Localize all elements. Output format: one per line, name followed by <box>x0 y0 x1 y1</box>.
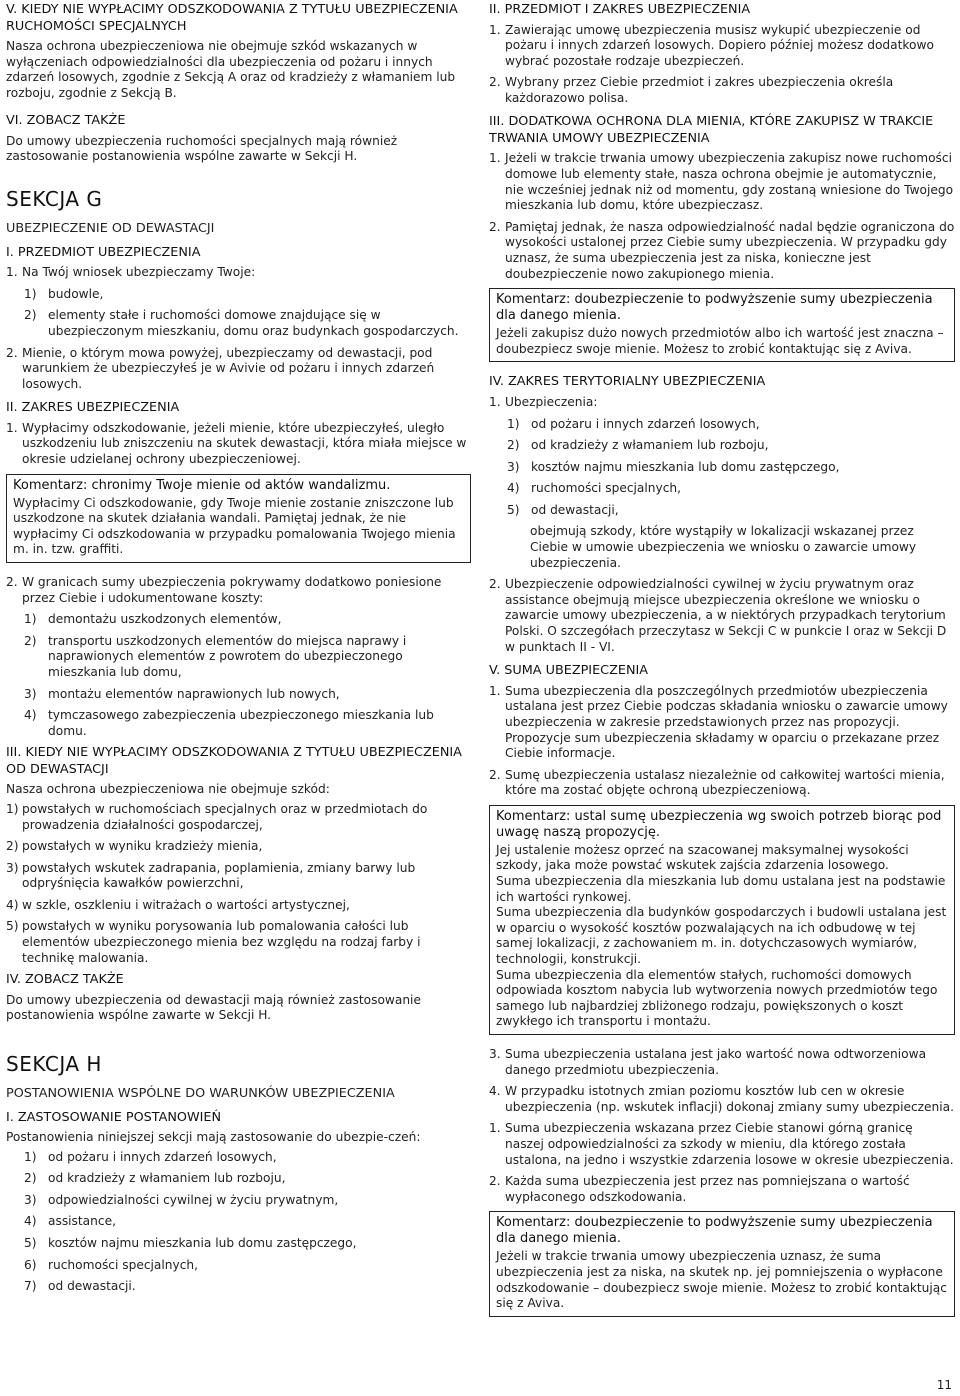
item-text: transportu uszkodzonych elementów do miejsca naprawy i naprawionych elementów z powrotem do ubezpieczonego mieszkania lub domu, <box>48 633 407 679</box>
item-number: 1) <box>6 801 19 816</box>
sub-list-item <box>6 612 471 628</box>
item-number: 4. <box>489 1084 501 1099</box>
list-item <box>6 421 471 468</box>
comment-box <box>6 474 471 563</box>
sub-list-item <box>489 460 955 476</box>
item-text: Suma ubezpieczenia ustalana jest jako wartość nowa odtworzeniowa danego przedmiotu ubezpieczenia. <box>505 1047 927 1077</box>
left-column <box>6 2 471 1301</box>
sub-list-item <box>6 1236 471 1252</box>
item-number: 5) <box>6 919 19 934</box>
item-text: Wybrany przez Ciebie przedmiot i zakres ubezpieczenia określa każdorazowo polisa. <box>505 75 894 105</box>
page-number: 11 <box>936 1378 952 1392</box>
item-text: ruchomości specjalnych, <box>48 1257 199 1272</box>
item-text: kosztów najmu mieszkania lub domu zastępczego, <box>48 1236 357 1250</box>
item-number: 1. <box>489 1121 501 1136</box>
sub-list-item <box>6 687 471 703</box>
section-heading: II. PRZEDMIOT I ZAKRES UBEZPIECZENIA <box>489 2 751 17</box>
item-number: 1) <box>507 416 520 431</box>
item-text: od kradzieży z włamaniem lub rozboju, <box>48 1171 286 1186</box>
section-heading: I. ZASTOSOWANIE POSTANOWIEŃ <box>6 1109 222 1125</box>
item-number: 1. <box>489 22 501 37</box>
item-text: ruchomości specjalnych, <box>531 481 682 496</box>
list-item <box>6 265 471 281</box>
item-number: 1) <box>24 1149 37 1164</box>
sub-list-item <box>6 1279 471 1295</box>
list-item <box>489 75 955 106</box>
item-text: powstałych w wyniku kradzieży mienia, <box>22 839 263 854</box>
item-number: 3) <box>24 1192 37 1207</box>
list-item <box>6 919 471 966</box>
list-item <box>6 861 471 892</box>
item-number: 2) <box>24 308 37 323</box>
sub-list-item <box>489 503 955 519</box>
sub-list-item <box>6 1150 471 1166</box>
item-text: tymczasowego zabezpieczenia ubezpieczonego mieszkania lub domu. <box>48 708 434 738</box>
item-number: 1) <box>24 612 37 627</box>
item-number: 2) <box>6 839 19 854</box>
item-number: 2. <box>6 574 18 589</box>
sub-list-item <box>6 1214 471 1230</box>
item-number: 1. <box>6 265 18 280</box>
item-number: 2. <box>489 767 501 782</box>
section-title: SEKCJA H <box>6 1051 102 1076</box>
item-number: 6) <box>24 1257 37 1272</box>
item-text: Wypłacimy odszkodowanie, jeżeli mienie, które ubezpieczyłeś, uległo uszkodzeniu lub zniszczeniu na skutek dewastacji, która miała miejsce w okresie udzielanej ochrony ubezpieczeniowej. <box>22 420 467 466</box>
list-item <box>6 802 471 833</box>
comment-box <box>489 288 955 362</box>
item-text: od pożaru i innych zdarzeń losowych, <box>531 416 760 431</box>
item-text: Na Twój wniosek ubezpieczamy Twoje: <box>22 265 256 280</box>
list-item <box>6 839 471 855</box>
sub-list-item <box>6 1258 471 1274</box>
section-heading: III. DODATKOWA OCHRONA DLA MIENIA, KTÓRE ZAKUPISZ W TRAKCIE TRWANIA UMOWY UBEZPIECZENIA <box>489 114 934 146</box>
section-heading: V. KIEDY NIE WYPŁACIMY ODSZKODOWANIA Z TYTUŁU UBEZPIECZENIA RUCHOMOŚCI SPECJALNYCH <box>6 2 458 34</box>
item-text: assistance, <box>48 1214 116 1229</box>
item-text: budowle, <box>48 286 104 301</box>
item-text: Pamiętaj jednak, że nasza odpowiedzialność nadal będzie ograniczona do wysokości ustalonej przez Ciebie sumy ubezpieczenia. W przypadku gdy uznasz, że suma ubezpieczenia jest za niska, konieczne jest doubezpieczenie nowo zakupionego mienia. <box>505 219 955 281</box>
comment-heading: Komentarz: ustal sumę ubezpieczenia wg swoich potrzeb biorąc pod uwagę naszą propozycję. <box>496 808 942 840</box>
item-number: 2) <box>507 438 520 453</box>
item-number: 1. <box>489 151 501 166</box>
section-heading: IV. ZOBACZ TAKŻE <box>6 972 124 988</box>
list-item <box>489 684 955 762</box>
item-text: od dewastacji, <box>531 502 619 517</box>
sub-list-item <box>6 708 471 739</box>
comment-box <box>489 805 955 1035</box>
paragraph: Postanowienia niniejszej sekcji mają zastosowanie do ubezpie-czeń: <box>6 1130 421 1145</box>
item-number: 2. <box>6 345 18 360</box>
item-number: 1) <box>24 286 37 301</box>
item-text: w szkle, oszkleniu i witrażach o wartości artystycznej, <box>22 897 350 912</box>
list-item <box>489 1121 955 1168</box>
paragraph: Nasza ochrona ubezpieczeniowa nie obejmuje szkód: <box>6 782 330 797</box>
item-number: 1. <box>489 394 501 409</box>
item-text: Zawierając umowę ubezpieczenia musisz wykupić ubezpieczenie od pożaru i innych zdarzeń losowych. Dopiero później możesz dodatkowo wybrać pozostałe rodzaje ubezpieczeń. <box>505 22 934 68</box>
item-number: 2. <box>489 1174 501 1189</box>
list-item <box>6 898 471 914</box>
sub-list-item <box>6 634 471 681</box>
item-text: W granicach sumy ubezpieczenia pokrywamy dodatkowo poniesione przez Ciebie i udokumentowane koszty: <box>22 574 442 605</box>
list-continuation: obejmują szkody, które wystąpiły w lokalizacji wskazanej przez Ciebie w umowie ubezpieczenia we wniosku o zawarcie umowy ubezpieczenia. <box>530 524 917 570</box>
item-number: 2) <box>24 633 37 648</box>
item-number: 3. <box>489 1047 501 1061</box>
item-text: Sumę ubezpieczenia ustalasz niezależnie od całkowitej wartości mienia, które ma zostać objęte ochroną ubezpieczeniową. <box>505 767 945 798</box>
paragraph: Nasza ochrona ubezpieczeniowa nie obejmuje szkód wskazanych w wyłączeniach odpowiedzialności dla ubezpieczenia od pożaru i innych zdarzeń losowych, zgodnie z Sekcją A oraz od kradzieży z włamaniem lub rozboju, zgodnie z Sekcją B. <box>6 39 456 100</box>
comment-text: Jeżeli zakupisz dużo nowych przedmiotów albo ich wartość jest znaczna – doubezpiecz swoje mienie. Możesz to zrobić kontaktując się z Aviva. <box>496 326 944 356</box>
item-text: Suma ubezpieczenia dla poszczególnych przedmiotów ubezpieczenia ustalana jest przez Ciebie podczas składania wniosku o zawarcie umowy ubezpieczenia w zakresie przedstawionych przez nas propozycji. Propozycje sum ubezpieczenia składamy w oparciu o przekazane przez Ciebie informacje. <box>505 683 948 761</box>
item-text: Mienie, o którym mowa powyżej, ubezpieczamy od dewastacji, pod warunkiem że ubezpieczyłeś je w Avivie od pożaru i innych zdarzeń losowych. <box>22 345 435 391</box>
list-item <box>489 1174 955 1205</box>
list-item <box>489 151 955 213</box>
list-item <box>489 220 955 282</box>
comment-text: Suma ubezpieczenia dla mieszkania lub domu ustalana jest na podstawie ich wartości rynkowej. <box>496 874 946 904</box>
item-number: 2. <box>489 75 501 90</box>
comment-box <box>489 1211 955 1316</box>
section-title: SEKCJA G <box>6 187 103 212</box>
item-text: od kradzieży z włamaniem lub rozboju, <box>531 438 769 453</box>
paragraph: Do umowy ubezpieczenia ruchomości specjalnych mają również zastosowanie postanowienia wspólne zawarte w Sekcji H. <box>6 133 398 164</box>
comment-text: Wypłacimy Ci odszkodowanie, gdy Twoje mienie zostanie zniszczone lub uszkodzone na skutek działania wandali. Pamiętaj jednak, że nie wypłacimy Ci odszkodowania w przypadku pomalowania Twojego mienia m. in. tzw. graffiti. <box>13 495 456 557</box>
item-text: powstałych w wyniku porysowania lub pomalowania całości lub elementów ubezpieczonego mienia bez względu na rodzaj farby i technikę malowania. <box>22 919 421 965</box>
list-item <box>489 577 955 655</box>
territory-list <box>489 417 955 519</box>
item-text: demontażu uszkodzonych elementów, <box>48 612 282 627</box>
section-heading: III. KIEDY NIE WYPŁACIMY ODSZKODOWANIA Z TYTUŁU UBEZPIECZENIA OD DEWASTACJI <box>6 745 462 777</box>
comment-text: Suma ubezpieczenia dla budynków gospodarczych i budowli ustalana jest w oparciu o wysokość kosztów pozwalających na ich odbudowę w tej samej lokalizacji, z zachowaniem m. in. dotychczasowych wymiarów, technologii, konstrukcji. <box>496 905 947 967</box>
section-heading: VI. ZOBACZ TAKŻE <box>6 113 126 129</box>
sub-list-item <box>6 1171 471 1187</box>
item-text: W przypadku istotnych zmian poziomu kosztów lub cen w okresie ubezpieczenia (np. wskutek inflacji) dokonaj zmiany sumy ubezpieczenia. <box>505 1084 954 1114</box>
sub-list-item <box>6 1193 471 1209</box>
item-number: 2. <box>489 577 501 592</box>
section-heading: II. ZAKRES UBEZPIECZENIA <box>6 400 180 416</box>
comment-heading: Komentarz: doubezpieczenie to podwyższenie sumy ubezpieczenia dla danego mienia. <box>496 292 933 324</box>
list-item <box>6 346 471 393</box>
list-item <box>489 1047 955 1078</box>
item-number: 4) <box>507 481 520 496</box>
item-number: 5) <box>507 502 520 517</box>
item-number: 7) <box>24 1279 37 1294</box>
item-number: 2) <box>24 1171 37 1186</box>
sub-list-item <box>489 481 955 497</box>
sub-list-item <box>489 438 955 454</box>
paragraph: Do umowy ubezpieczenia od dewastacji mają również zastosowanie postanowienia wspólne zawarte w Sekcji H. <box>6 992 421 1023</box>
section-heading: IV. ZAKRES TERYTORIALNY UBEZPIECZENIA <box>489 374 766 390</box>
comment-heading: Komentarz: doubezpieczenie to podwyższenie sumy ubezpieczenia dla danego mienia. <box>496 1215 933 1247</box>
item-text: od pożaru i innych zdarzeń losowych, <box>48 1149 277 1164</box>
comment-text: Jeżeli w trakcie trwania umowy ubezpieczenia uznasz, że suma ubezpieczenia jest za niska, na skutek np. jej pomniejszenia o wypłacone odszkodowanie – doubezpiecz swoje mienie. Możesz to zrobić kontaktując się z Aviva. <box>496 1249 947 1311</box>
item-number: 2. <box>489 219 501 234</box>
item-text: powstałych wskutek zadrapania, poplamienia, zmiany barwy lub odpryśnięcia kawałków powierzchni, <box>22 860 416 891</box>
item-text: kosztów najmu mieszkania lub domu zastępczego, <box>531 459 840 474</box>
item-text: powstałych w ruchomościach specjalnych oraz w przedmiotach do prowadzenia działalności gospodarczej, <box>22 801 428 832</box>
item-text: odpowiedzialności cywilnej w życiu prywatnym, <box>48 1192 339 1207</box>
comment-text: Suma ubezpieczenia dla elementów stałych, ruchomości domowych odpowiada kosztom nabycia lub wytworzenia nowych przedmiotów tego samego lub najbardziej zbliżonego rodzaju, powiększonych o koszt zwykłego ich transportu i montażu. <box>496 967 938 1029</box>
item-text: Suma ubezpieczenia wskazana przez Ciebie stanowi górną granicę naszej odpowiedzialności za szkody w mieniu, dla którego została ustalona, na jedno i wszystkie zdarzenia losowe w okresie ubezpieczenia. <box>505 1121 954 1167</box>
item-text: Ubezpieczenie odpowiedzialności cywilnej w życiu prywatnym oraz assistance obejmują miejsce ubezpieczenia określone we wniosku o zawarcie umowy ubezpieczenia, a w niektórych przypadkach terytorium Polski. O szczegółach przeczytasz w Sekcji C w punkcie I oraz w Sekcji D w punktach II - VI. <box>505 577 947 654</box>
item-number: 3) <box>507 459 520 474</box>
section-heading: I. PRZEDMIOT UBEZPIECZENIA <box>6 244 201 260</box>
item-number: 1. <box>489 683 501 698</box>
item-number: 3) <box>24 686 37 701</box>
item-text: od dewastacji. <box>48 1279 136 1294</box>
sub-list-item <box>6 308 471 339</box>
item-number: 3) <box>6 860 19 875</box>
item-text: Ubezpieczenia: <box>505 394 598 409</box>
section-subtitle: POSTANOWIENIA WSPÓLNE DO WARUNKÓW UBEZPIECZENIA <box>6 1085 395 1101</box>
item-text: Jeżeli w trakcie trwania umowy ubezpieczenia zakupisz nowe ruchomości domowe lub elementy stałe, nasza ochrona obejmie je automatycznie, nie wcześniej jednak niż od momentu, gdy zostaną wniesione do Twojego mieszkania lub domu, które ubezpieczasz. <box>505 151 954 213</box>
item-text: Każda suma ubezpieczenia jest przez nas pomniejszana o wartość wypłaconego odszkodowania. <box>505 1174 910 1204</box>
item-number: 4) <box>24 1214 37 1229</box>
item-text: montażu elementów naprawionych lub nowych, <box>48 686 340 701</box>
list-item <box>489 395 955 411</box>
section-subtitle: UBEZPIECZENIE OD DEWASTACJI <box>6 221 215 237</box>
item-number: 4) <box>6 897 19 912</box>
right-column <box>489 2 955 1329</box>
list-item <box>6 575 471 606</box>
comment-heading: Komentarz: chronimy Twoje mienie od aktów wandalizmu. <box>13 477 391 493</box>
sub-list-item <box>6 287 471 303</box>
application-list <box>6 1150 471 1295</box>
comment-text: Jej ustalenie możesz oprzeć na szacowanej maksymalnej wysokości szkody, jaka może powstać wskutek zajścia zdarzenia losowego. <box>496 842 909 873</box>
item-text: elementy stałe i ruchomości domowe znajdujące się w ubezpieczonym mieszkaniu, domu oraz budynkach gospodarczych. <box>48 308 459 338</box>
list-item <box>489 1084 955 1115</box>
list-item <box>489 768 955 799</box>
sub-list-item <box>489 417 955 433</box>
section-heading: V. SUMA UBEZPIECZENIA <box>489 663 649 679</box>
list-item <box>489 23 955 70</box>
item-number: 4) <box>24 708 37 723</box>
item-number: 1. <box>6 420 18 435</box>
item-number: 5) <box>24 1236 37 1250</box>
